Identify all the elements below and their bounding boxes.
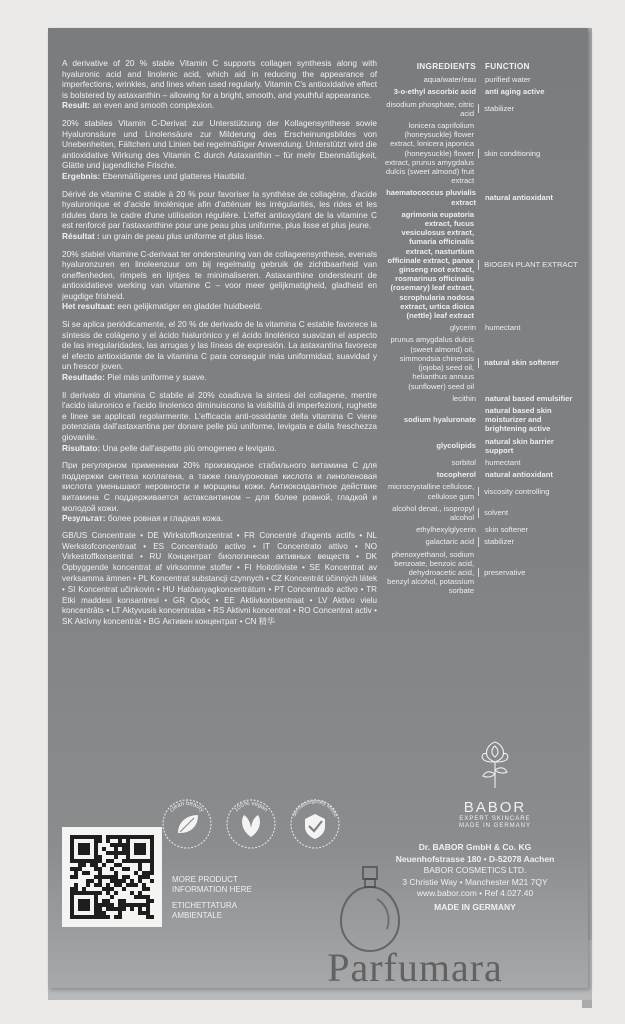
- more-info-block: [172, 875, 252, 921]
- description-nl: 20% stabiel vitamine C-derivaat ter ondersteuning van de collageensynthese, evenals hyaluronzuren en linoleenzuur om bij regelmatig gebruik de zichtbaarheid van oneffenheden, rimpels en lijntjes te minimaliseren. Astaxanthine ondersteunt de antioxidatieve werking van vitamine C – voor meer gelijkmatigheid, gladheid en jeugdige frisheid. Het resultaat: een gelijkmatiger en gladder huidbeeld.: [62, 248, 378, 312]
- ingredient-row: [385, 525, 580, 534]
- ingredient-row: [385, 458, 580, 467]
- ingredient-name: lecithin: [452, 393, 476, 403]
- ingredient-function: purified water: [485, 75, 531, 85]
- uk-company-street: 3 Christie Way • Manchester M21 7QY: [402, 876, 548, 887]
- description-it: Il derivato di vitamina C stabile al 20% coadiuva la sintesi del collagene, mentre l'acido ialuronico e l'acido linolenico diminuiscono la visibilità di imperfezioni, rughette e linee se applicati regolarmente. L'efficacia anti-ossidante della vitamina C viene potenziata dall'astaxantina per donare pelle più uniforme, levigata e dalla freschezza giovanile. Risultato: Una pelle dall'aspetto più omogeneo e levigato.: [62, 389, 377, 453]
- dermatologically-tested-badge: [288, 797, 342, 851]
- ingredient-row: [385, 437, 580, 455]
- ingredient-name: disodium phosphate, citric acid: [386, 99, 475, 118]
- ingredient-function: humectant: [485, 457, 521, 467]
- ingredient-name: sodium hyaluronate: [403, 415, 476, 425]
- leaf-icon: [160, 797, 214, 851]
- watermark-text: Parfumara: [327, 945, 503, 990]
- svg-text:100% vegan: [233, 801, 268, 814]
- company-name: Dr. BABOR GmbH & Co. KG: [418, 842, 532, 852]
- ingredient-row: [385, 323, 580, 332]
- ingredient-function: natural antioxidant: [485, 470, 553, 480]
- uk-company-name: BABOR COSMETICS LTD.: [423, 865, 527, 875]
- ingredient-row: [385, 121, 580, 185]
- description-en: A derivative of 20 % stable Vitamin C supports collagen synthesis along with hyaluronic acid and linolenic acid, which aid in reducing the appearance of imperfections, wrinkles, and lines when used regularly. Vitamin C's antioxidative effect is bolstered by astaxanthin – allowing for a bright, smooth, and youthful appearance. Result: an even and smooth complexion.: [62, 58, 377, 111]
- ingredient-row: [385, 335, 580, 390]
- ingredient-row: [385, 100, 580, 118]
- ingredient-name: aqua/water/eau: [423, 75, 476, 85]
- ingredient-name: galactaric acid: [425, 537, 475, 547]
- svg-text:clean beauty: [169, 801, 205, 814]
- ingredients-header: [385, 62, 580, 71]
- concentrate-translations: GB/US Concentrate • DE Wirkstoffkonzentrat • FR Concentré d'agents actifs • NL Werkstofconcentraat • ES Concentrado activo • IT Concentrato attivo • NO Virkestoffkonsentrat • RU Концентрат биологически активных веществ • DK Opbyggende koncentrat af virksomme stoffer • FI Hoitotiiviste • SE Koncentrat av verksamma ämnen • PL Koncentrat substancji czynnych • CZ Koncentrát účinných látek • SI Koncentrat učinkovin • HU Hatóanyagkoncentrátum • PT Concentrado activo • TR Etki maddesi konsantresi • GR Ορός • EE Aktiivkontsentraat • LV Aktivo vielu koncentrāts • LT Aktyvusis koncentratas • RS Aktivni koncentrat • RO Concentrat activ • SK Aktívny koncentrát • BG Активен концентрат • CN 精华: [62, 530, 377, 627]
- brand-tagline-2: MADE IN GERMANY: [458, 823, 531, 829]
- perfume-bottle-icon: [335, 865, 405, 955]
- ingredient-function: natural based skin moisturizer and brightening active: [485, 405, 552, 434]
- ingredient-function: stabilizer: [478, 537, 580, 546]
- certification-badges: [160, 797, 342, 851]
- ingredient-row: [385, 75, 580, 84]
- ingredient-name: glycolipids: [436, 441, 476, 451]
- badge-label: 100% vegan: [233, 800, 269, 814]
- ingredient-row: [385, 537, 580, 546]
- ingredient-row: [385, 470, 580, 479]
- ingredient-function: skin softener: [485, 525, 529, 535]
- description-es: Si se aplica periódicamente, el 20 % de derivado de la vitamina C estable favorece la síntesis de colágeno y el ácido hialurónico y el ácido linolénico suavizan el aspecto de las irregularidades, las arrugas y las líneas de expresión. La astaxantina favorece el efecto antioxidante de la vitamina C para conseguir más uniformidad, suavidad y un frescor joven. Resultado: Piel más uniforme y suave.: [62, 319, 377, 383]
- ingredient-row: [385, 482, 580, 500]
- description-column: [62, 58, 377, 635]
- ingredient-name: ethylhexylglycerin: [416, 525, 476, 535]
- brand-name: BABOR: [463, 799, 527, 816]
- babor-logo: [440, 738, 550, 830]
- function-heading: FUNCTION: [485, 62, 530, 71]
- company-street: Neuenhofstrasse 180 • D-52078 Aachen: [395, 853, 555, 864]
- ingredient-function: solvent: [478, 508, 580, 517]
- vegan-leaf-icon: [224, 797, 278, 851]
- more-info-line-4: AMBIENTALE: [172, 911, 223, 920]
- ingredient-name: phenoxyethanol, sodium benzoate, benzoic acid, dehydroacetic acid, benzyl alcohol, potassium sorbate: [387, 549, 475, 596]
- more-info-line-1: MORE PRODUCT: [172, 875, 238, 884]
- ingredient-function: BIOGEN PLANT EXTRACT: [478, 260, 580, 269]
- clean-beauty-badge: [160, 797, 214, 851]
- ingredient-row: [385, 394, 580, 403]
- description-de: 20% stabiles Vitamin C-Derivat zur Unterstützung der Kollagensynthese sowie Hyaluronsäure und Linolensäure zur Milderung des Erscheinungsbildes von Unebenheiten, Fältchen und Linien bei regelmäßiger Anwendung. Unterstützt wird die antioxidative Wirkung des Vitamin C durch Astaxanthin – für mehr Ebenmäßigkeit, Glätte und jugendliche Frische. Ergebnis: Ebenmäßigeres und glatteres Hautbild.: [62, 117, 377, 181]
- ingredient-name: alcohol denat., isopropyl alcohol: [392, 503, 475, 522]
- badge-label: dermatologically tested: [291, 798, 339, 818]
- ingredient-row: [385, 188, 580, 206]
- more-info-line-3: ETICHETTATURA: [172, 901, 238, 910]
- checkmark-icon: [288, 797, 342, 851]
- ingredient-name: lonicera caprifolium (honeysuckle) flower extract, lonicera japonica (honeysuckle) flower extract, prunus amygdalus dulcis (sweet almond) fruit extract: [385, 121, 475, 186]
- ingredient-row: [385, 87, 580, 96]
- ingredient-name: sorbitol: [451, 457, 476, 467]
- more-info-line-2: INFORMATION HERE: [172, 885, 252, 894]
- description-fr: Dérivé de vitamine C stable à 20 % pour favoriser la synthèse de collagène, d'acide hyaluronique et d'acide linolénique afin d'atténuer les irrégularités, les rides et les ridules dans le cadre d'une utilisation régulière. L'effet antioxydant de la vitamine C est renforcé par l'astaxanthine pour une peau plus uniforme, plus lisse et plus jeune. Résultat : un grain de peau plus uniforme et plus lisse.: [62, 188, 377, 241]
- ingredient-name: 3-o-ethyl ascorbic acid: [393, 87, 476, 97]
- ingredient-function: natural based emulsifier: [485, 393, 573, 403]
- ingredient-row: [385, 504, 580, 522]
- ingredient-row: [385, 406, 580, 434]
- ingredient-function: stabilizer: [478, 104, 580, 113]
- ingredients-table: [385, 62, 580, 599]
- ingredient-function: preservative: [478, 568, 580, 577]
- ingredient-row: [385, 210, 580, 320]
- ingredients-heading: INGREDIENTS: [416, 62, 476, 71]
- badge-label: clean beauty: [169, 800, 205, 814]
- qr-code-pattern: [70, 835, 154, 919]
- ingredient-function: anti aging active: [485, 87, 545, 97]
- ingredient-row: [385, 550, 580, 596]
- ingredient-function: viscosity controlling: [478, 487, 580, 496]
- ingredient-name: haematococcus pluvialis extract: [386, 188, 476, 207]
- ingredient-name: prunus amygdalus dulcis (sweet almond) oil, simmondsia chinensis (jojoba) seed oil, helianthus annuus (sunflower) seed oil: [390, 335, 475, 391]
- ingredient-name: tocopherol: [436, 470, 476, 480]
- ingredient-name: microcrystalline cellulose, cellulose gum: [387, 482, 475, 501]
- vegan-badge: [224, 797, 278, 851]
- made-in-label: MADE IN GERMANY: [434, 901, 516, 912]
- description-ru: При регулярном применении 20% производное стабильного витамина С для поддержки синтеза коллагена, а также гиалуроновая кислота и линоленовая кислота уменьшают неровности и морщины кожи. Антиоксидантное действие витамина С поддерживается астаксантином – для более ровной, гладкой и молодой кожи. Результат: более ровная и гладкая кожа.: [62, 460, 377, 524]
- qr-code[interactable]: [62, 827, 162, 927]
- ingredient-function: natural skin barrier support: [485, 436, 554, 455]
- website-and-ref: www.babor.com • Ref 4.027.40: [416, 888, 534, 898]
- rose-logo-icon: [475, 738, 515, 790]
- ingredient-name: agrimonia eupatoria extract, fucus vesiculosus extract, fumaria officinalis extract, nasturtium officinale extract, panax ginseng root extract, rosmarinus officinalis (rosemary) leaf extract, scrophularia nodosa extract, urtica dioica (nettle) leaf extract: [387, 209, 475, 321]
- ingredient-name: glycerin: [449, 323, 476, 333]
- ingredient-function: natural skin softener: [478, 358, 580, 367]
- ingredient-function: natural antioxidant: [485, 193, 553, 203]
- ingredient-function: humectant: [485, 323, 521, 333]
- ingredient-function: skin conditioning: [478, 149, 580, 158]
- manufacturer-address: [385, 842, 565, 913]
- brand-tagline-1: EXPERT SKINCARE: [459, 816, 531, 822]
